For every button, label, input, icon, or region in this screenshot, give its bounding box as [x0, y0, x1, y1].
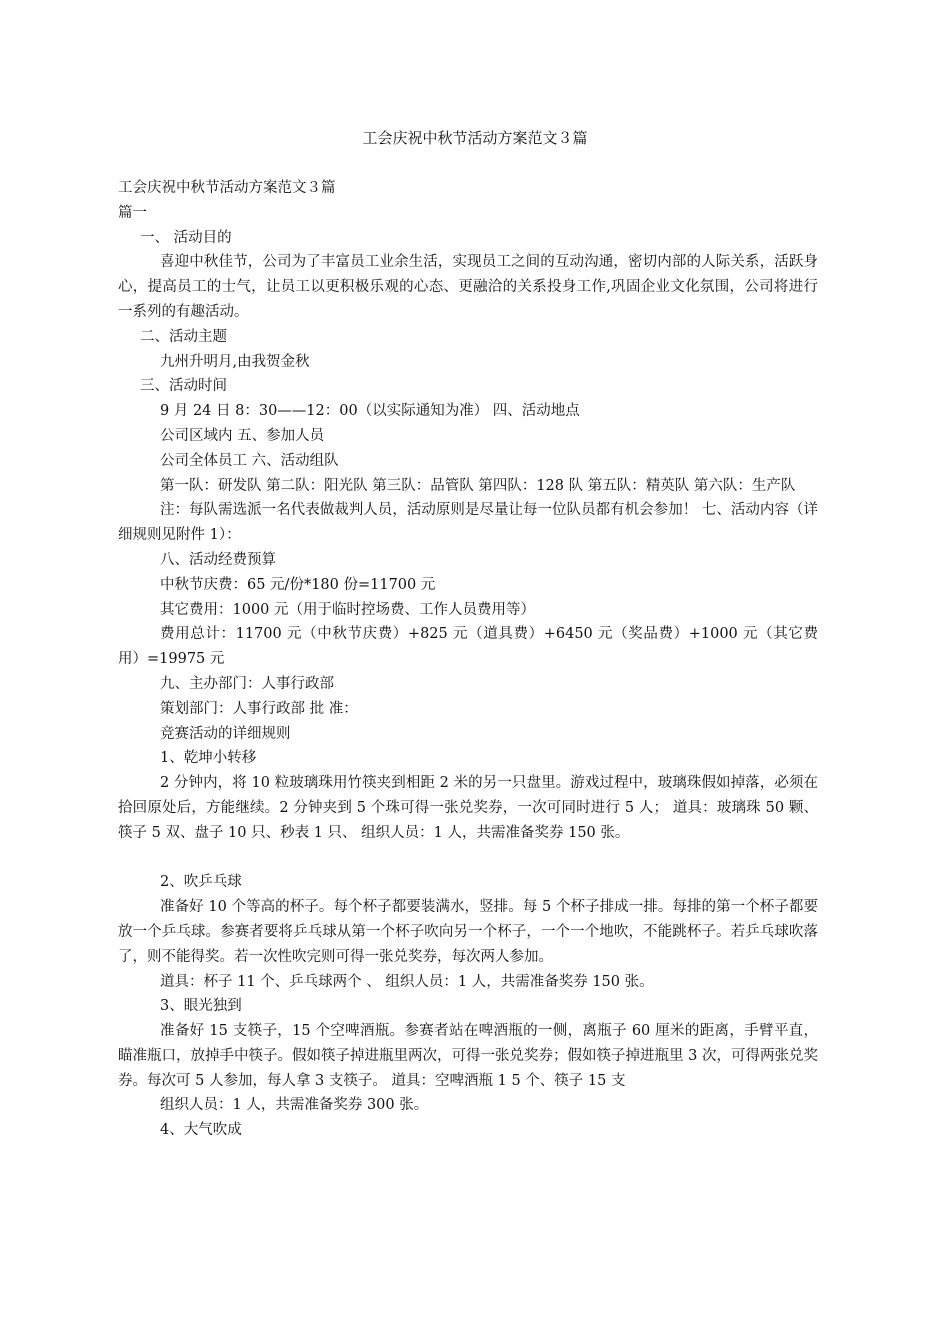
- paragraph: 第一队：研发队 第二队：阳光队 第三队：品管队 第四队：128 队 第五队：精英队 第六队：生产队: [160, 477, 796, 494]
- paragraph: 准备好 10 个等高的杯子。每个杯子都要装满水，竖排。每 5 个杯子排成一排。每排的第一个杯子都要放一个乒乓球。参赛者要将乒乓球从第一个杯子吹向另一个杯子，一个一个地吹，不能跳杯子。若乒乓球吹落了，则不能得奖。若一次性吹完则可得一张兑奖券，每次两人参加。: [118, 899, 818, 965]
- paragraph-line: 道具：杯子 11 个、乒乓球两个 、 组织人员：1 人，共需准备奖券 150 张。: [160, 973, 654, 990]
- paragraph: 准备好 15 支筷子，15 个空啤酒瓶。参赛者站在啤酒瓶的一侧，离瓶子 60 厘米的距离，手臂平直，瞄准瓶口，放掉手中筷子。假如筷子掉进瓶里两次，可得一张兑奖券；假如筷子掉进瓶里 3 次，可得两张兑奖券。每次可 5 人参加，每人拿 3 支筷子。 道具：空啤酒瓶 1 5 个、筷子 15 支: [118, 1023, 818, 1089]
- paragraph-line: 其它费用：1000 元（用于临时控场费、工作人员费用等）: [160, 601, 536, 618]
- blank-line: [118, 846, 818, 871]
- section-heading: 2、吹乒乓球: [160, 874, 242, 891]
- paragraph: 费用总计：11700 元（中秋节庆费）+825 元（道具费）+6450 元（奖品费）+1000 元（其它费用）=19975 元: [118, 626, 818, 668]
- paragraph-line: 竞赛活动的详细规则: [160, 725, 291, 742]
- section-heading: 3、眼光独到: [160, 998, 242, 1015]
- document-title: 工会庆祝中秋节活动方案范文３篇: [362, 129, 588, 147]
- section-heading: 八、活动经费预算: [160, 551, 276, 568]
- section-heading: 二、活动主题: [140, 328, 227, 345]
- section-heading: 九、主办部门：人事行政部: [160, 675, 334, 692]
- heading-line: 工会庆祝中秋节活动方案范文３篇: [118, 180, 336, 196]
- paragraph: 喜迎中秋佳节，公司为了丰富员工业余生活，实现员工之间的互动沟通，密切内部的人际关系，活跃身心，提高员工的士气，让员工以更积极乐观的心态、更融洽的关系投身工作,巩固企业文化氛围，公司将进行一系列的有趣活动。: [118, 254, 818, 320]
- section-heading: 4、大气吹成: [160, 1122, 242, 1139]
- paragraph: 2 分钟内，将 10 粒玻璃珠用竹筷夹到相距 2 米的另一只盘里。游戏过程中，玻璃珠假如掉落，必须在拾回原处后，方能继续。2 分钟夹到 5 个珠可得一张兑奖券，一次可同时进行 5 人； 道具：玻璃珠 50 颗、筷子 5 双、盘子 10 只、秒表 1 只、 组织人员：1 人，共需准备奖券 150 张。: [118, 775, 818, 841]
- section-label: 篇一: [118, 204, 147, 221]
- paragraph: 注：每队需选派一名代表做裁判人员，活动原则是尽量让每一位队员都有机会参加！ 七、活动内容（详细规则见附件 1）：: [118, 502, 818, 544]
- paragraph-line: 9 月 24 日 8：30——12：00（以实际通知为准） 四、活动地点: [160, 403, 580, 420]
- document-body: [118, 176, 818, 1143]
- paragraph-line: 中秋节庆费：65 元/份*180 份=11700 元: [160, 576, 436, 593]
- section-heading: 一、 活动目的: [140, 229, 232, 246]
- paragraph-line: 策划部门：人事行政部 批 准：: [160, 700, 358, 717]
- section-heading: 三、活动时间: [140, 378, 227, 395]
- paragraph-line: 公司全体员工 六、活动组队: [160, 452, 339, 469]
- section-heading: 1、乾坤小转移: [160, 750, 257, 767]
- paragraph-line: 公司区域内 五、参加人员: [160, 427, 325, 444]
- paragraph-line: 九州升明月,由我贺金秋: [160, 353, 310, 370]
- paragraph-line: 组织人员：1 人，共需准备奖券 300 张。: [160, 1097, 429, 1114]
